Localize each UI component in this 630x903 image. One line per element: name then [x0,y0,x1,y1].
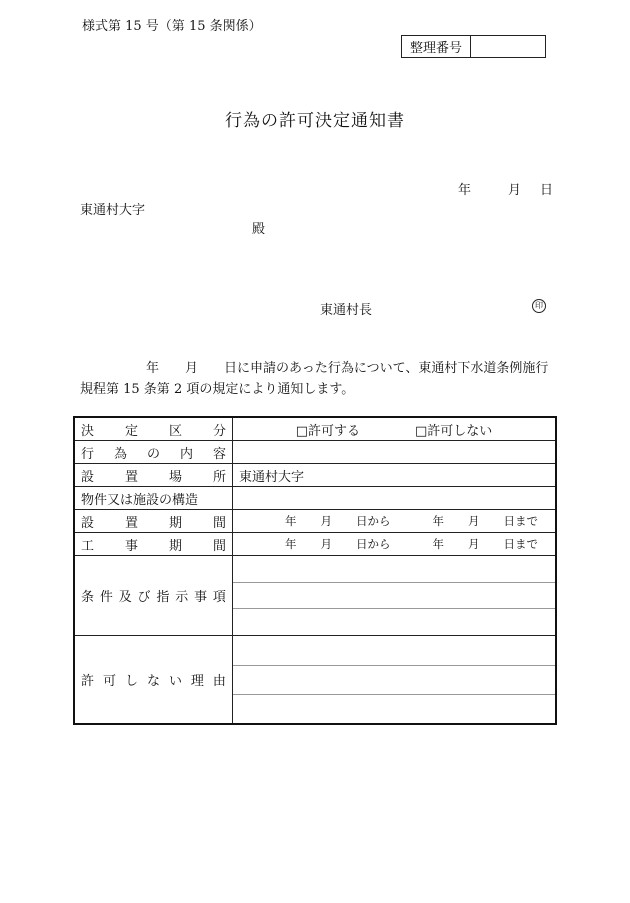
seal-icon: 印 [532,299,546,313]
body-month: 月 [185,361,199,376]
work-period-field[interactable] [233,533,557,556]
recipient-address: 東通村大字 [80,203,146,218]
label-char: の [146,446,160,462]
label-char: 所 [212,469,226,485]
date-year: 年 [458,183,472,198]
label-char: び [137,590,151,605]
period-day-to: 日まで [503,537,538,551]
issuer-name: 東通村長 [320,303,373,318]
label-char: 置 [124,469,138,485]
label-char: 事 [194,590,208,605]
period-month-to: 月 [468,514,480,528]
reason-label [74,636,233,725]
period-year-to: 年 [432,514,444,528]
label-char: 定 [124,423,138,439]
period-day-from: 日から [356,537,391,551]
decision-label [74,417,233,441]
label-char: い [168,674,182,689]
structure-field[interactable] [233,487,557,510]
label-char: し [124,674,138,689]
row-structure [74,487,556,510]
location-label [74,464,233,487]
content-field[interactable] [233,441,557,464]
label-char: 事 [124,538,138,554]
row-content [74,441,556,464]
work-period-label [74,533,233,556]
label-char: 間 [212,515,226,531]
label-char: 行 [81,446,95,462]
conditions-line[interactable] [233,609,555,635]
label-char: 可 [102,674,116,689]
issue-date [458,179,553,198]
period-month-to: 月 [468,537,480,551]
reference-number-box [401,35,546,58]
row-conditions [74,556,556,636]
label-char: 項 [212,590,226,605]
label-char: 区 [168,423,182,439]
row-work-period [74,533,556,556]
label-char: 設 [81,469,95,485]
recipient-honorific: 殿 [252,222,266,237]
form-number: 様式第 15 号（第 15 条関係） [82,19,262,34]
date-month: 月 [508,183,522,198]
label-char: 由 [212,674,226,689]
reason-line[interactable] [233,666,555,695]
period-year-from: 年 [285,514,297,528]
row-reason [74,636,556,725]
location-field[interactable]: 東通村大字 [233,464,557,487]
period-day-from: 日から [356,514,391,528]
reference-number-field[interactable] [471,36,545,57]
reason-line[interactable] [233,636,555,666]
conditions-line[interactable] [233,556,555,583]
conditions-label [74,556,233,636]
label-char: 間 [212,538,226,554]
page-title: 行為の許可決定通知書 [225,111,405,131]
label-char: 置 [124,515,138,531]
label-char: 容 [212,446,226,462]
label-char: 為 [113,446,127,462]
body-text: 日に申請のあった行為について、東通村下水道条例施行規程第 15 条第 2 項の規定により通知します。 [80,361,549,397]
label-char: 期 [168,515,182,531]
period-year-from: 年 [285,537,297,551]
label-char: 期 [168,538,182,554]
label-char: な [146,674,160,689]
label-char: 及 [118,590,132,605]
conditions-field[interactable] [233,556,557,636]
date-day: 日 [540,183,554,198]
reason-field[interactable] [233,636,557,725]
permit-checkbox[interactable]: □許可する [295,423,360,439]
label-char: 設 [81,515,95,531]
label-char: 許 [81,674,95,689]
label-char: 決 [81,423,95,439]
reference-number-label: 整理番号 [402,36,471,57]
label-char: 条 [81,590,95,605]
body-year: 年 [146,361,160,376]
period-year-to: 年 [432,537,444,551]
row-decision [74,417,556,441]
install-period-label [74,510,233,533]
deny-checkbox[interactable]: □許可しない [415,423,493,439]
period-month-from: 月 [320,514,332,528]
label-char: 示 [175,590,189,605]
label-char: 内 [179,446,193,462]
label-char: 場 [168,469,182,485]
row-install-period [74,510,556,533]
row-location [74,464,556,487]
label-char: 分 [212,423,226,439]
label-char: 指 [156,590,170,605]
install-period-field[interactable] [233,510,557,533]
label-char: 工 [81,538,95,554]
content-label [74,441,233,464]
notice-body [80,358,555,400]
label-char: 理 [190,674,204,689]
period-day-to: 日まで [503,514,538,528]
structure-label: 物件又は施設の構造 [74,487,233,510]
reason-line[interactable] [233,695,555,723]
decision-table [73,416,557,725]
label-char: 件 [99,590,113,605]
decision-options [233,417,557,441]
period-month-from: 月 [320,537,332,551]
conditions-line[interactable] [233,583,555,609]
